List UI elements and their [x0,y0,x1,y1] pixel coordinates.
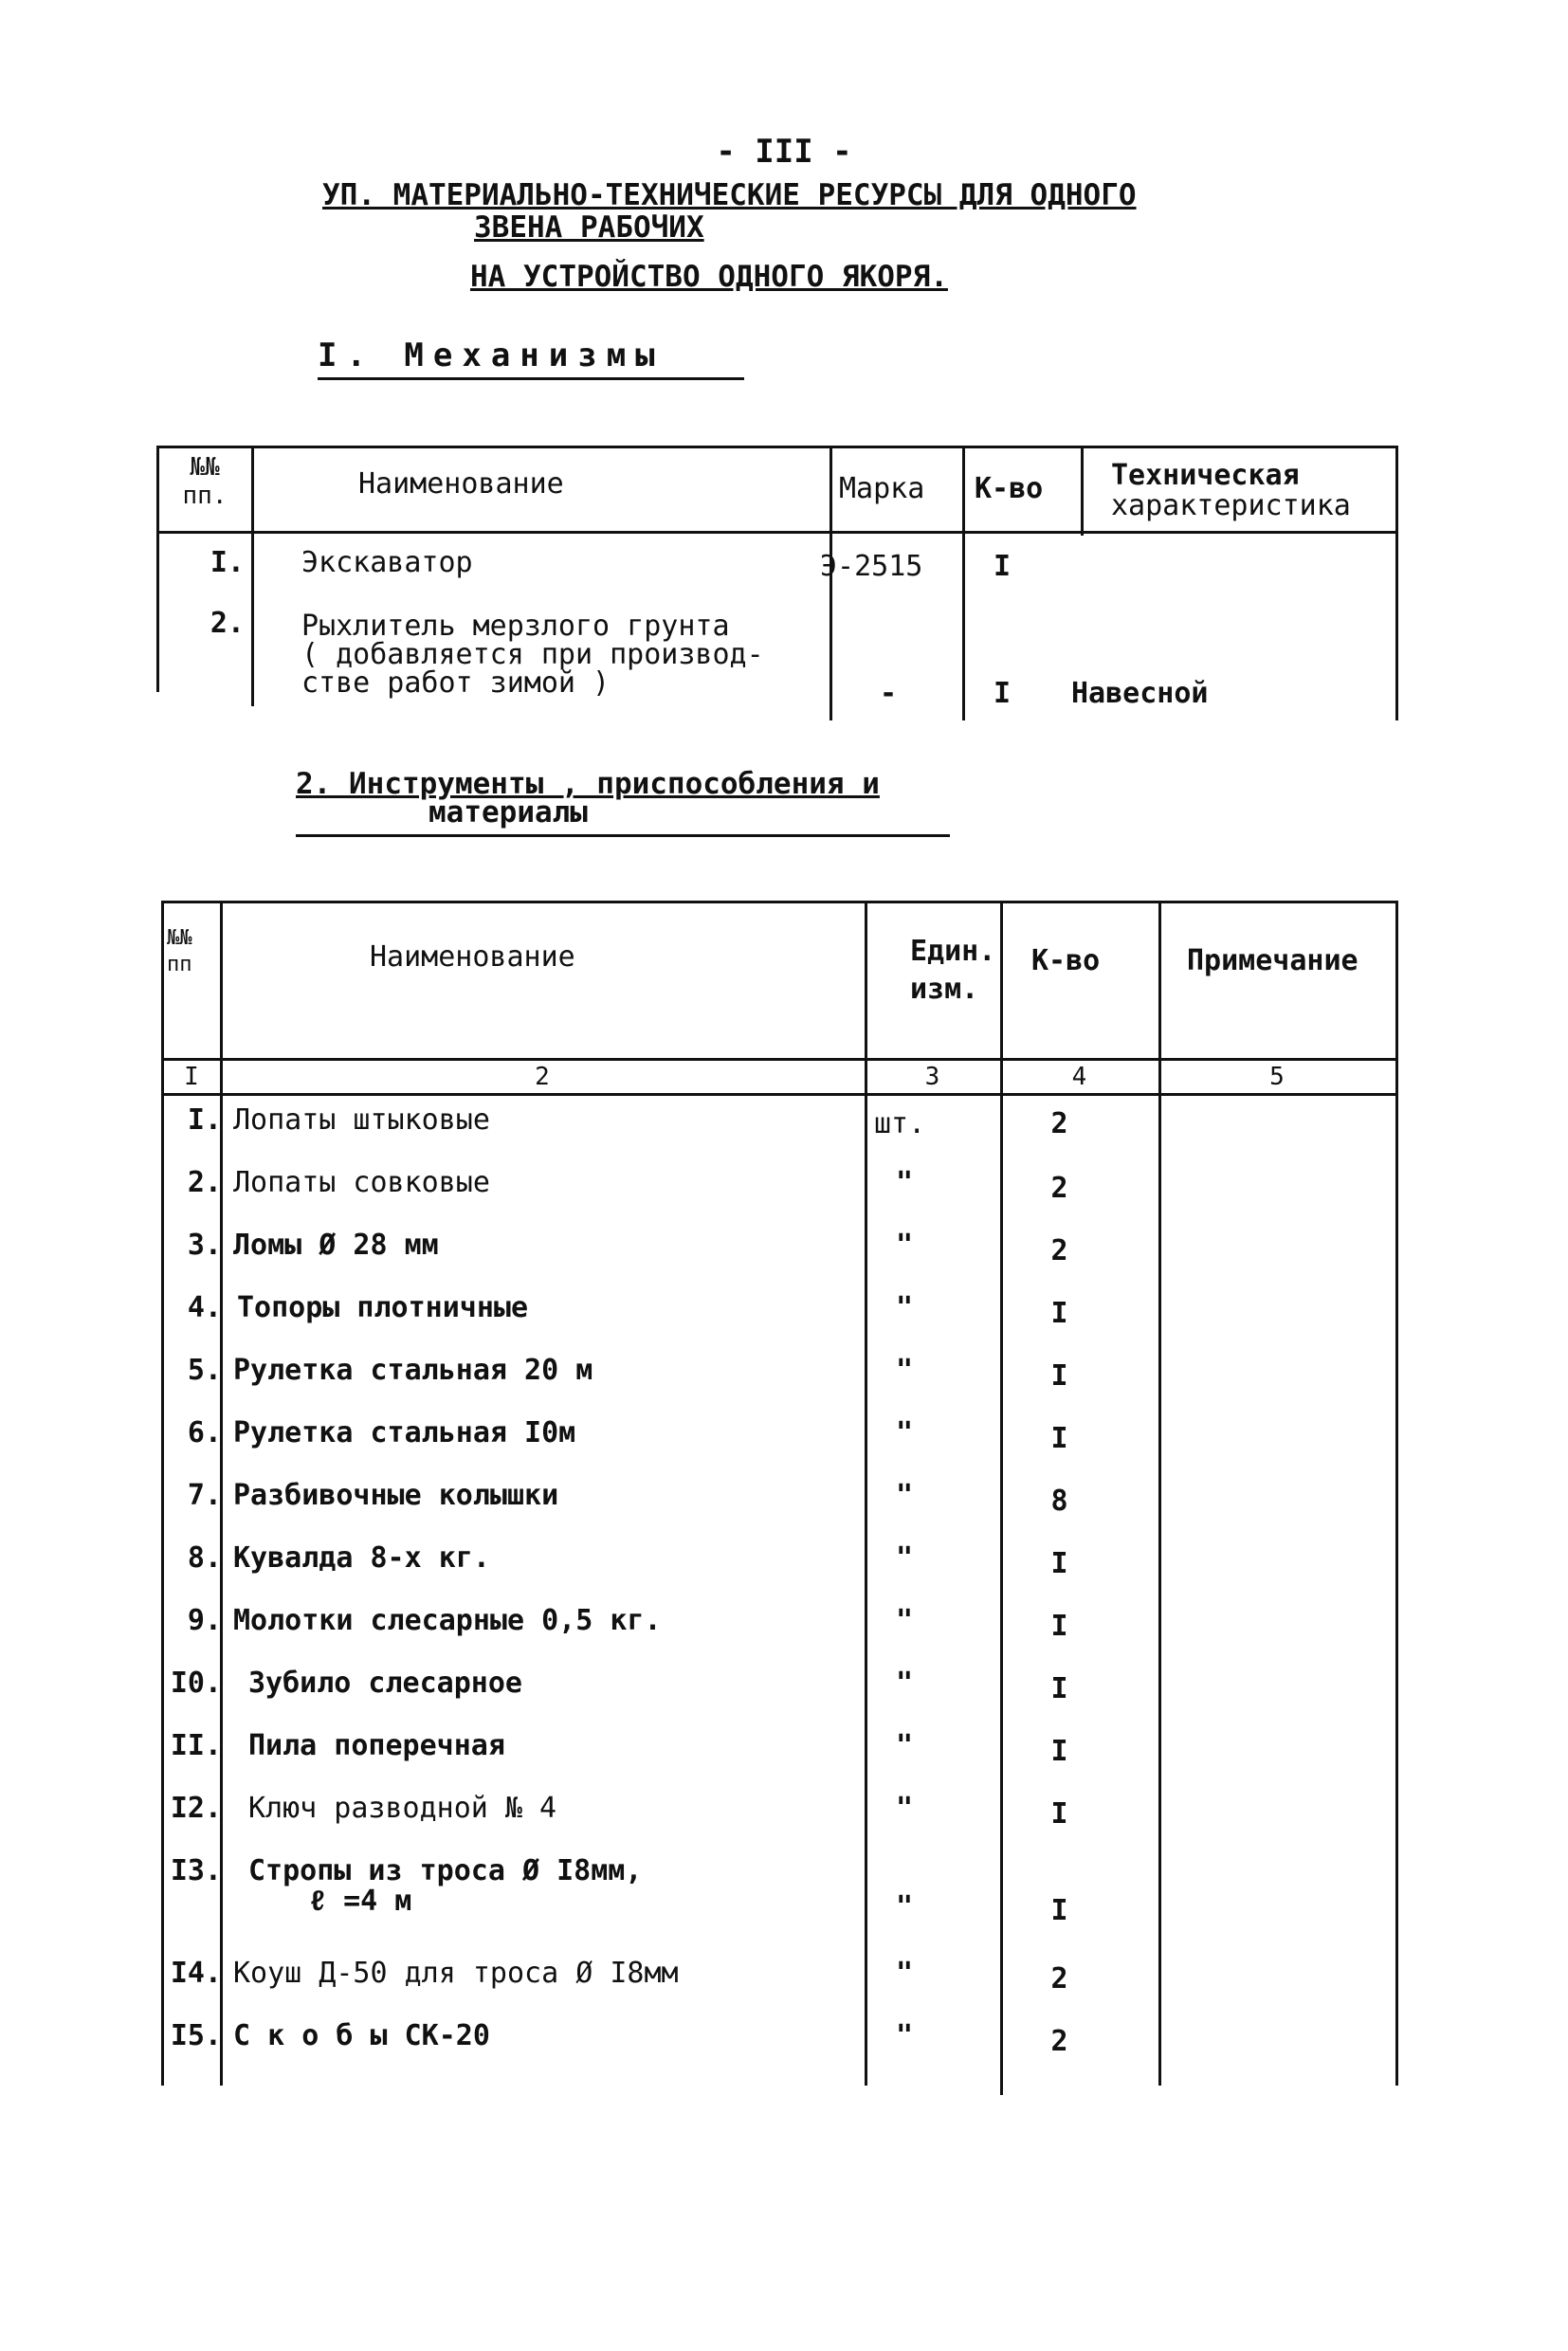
row-qty: I [1050,1672,1068,1705]
column-number: I [184,1063,199,1091]
row-qty: I [1050,1547,1068,1580]
row-qty: 2 [1050,2025,1068,2058]
row-num: I2. [170,1792,222,1825]
row-qty: I [994,677,1012,710]
header-num-line-2: пп. [182,482,228,510]
column-divider [1081,446,1084,536]
header-note: Примечание [1187,944,1358,977]
row-unit: " [896,1354,914,1387]
row-unit: " [896,1229,914,1262]
row-name: Лопаты штыковые [233,1103,490,1137]
row-num: I. [187,1103,222,1137]
column-divider [830,446,832,720]
header-tech [1111,461,1351,521]
row-unit: " [896,1667,914,1700]
row-unit: шт. [874,1107,926,1140]
row-mark: Э-2515 [820,550,923,583]
row-name: Ключ разводной № 4 [248,1792,557,1825]
row-qty: 2 [1050,1107,1068,1140]
section-2-heading [296,767,880,829]
header-name: Наименование [358,467,564,501]
row-name: Топоры плотничные [237,1291,529,1324]
section-2-heading-line-2: материалы [428,795,588,829]
section-2-underline [296,834,950,837]
row-unit: " [896,2019,914,2052]
header-name: Наименование [370,940,575,974]
row-tech: Навесной [1071,677,1209,710]
row-num: II. [170,1729,222,1762]
row-num: I5. [170,2019,222,2052]
section-1-underline [318,377,744,380]
column-numbers-divider [161,1093,1398,1096]
header-qty: К-во [975,472,1044,505]
column-number: 3 [924,1063,940,1091]
row-num: I3. [170,1854,222,1887]
row-num: 4. [187,1291,222,1324]
row-unit: " [896,1541,914,1575]
header-num [167,925,218,978]
table-header-divider [156,531,1398,534]
row-unit: " [896,1890,914,1923]
row-unit: " [896,1416,914,1449]
row-unit: " [896,1479,914,1512]
row-num: 8. [187,1541,222,1575]
table-border-right [1395,446,1398,720]
row-name: С к о б ы СК-20 [233,2019,490,2052]
column-number: 4 [1071,1063,1087,1091]
column-divider [251,446,254,706]
row-num: 2. [210,607,245,640]
section-2-heading-line-1: 2. Инструменты , приспособления и [296,767,880,801]
header-unit-line-2: изм. [910,973,979,1006]
header-tech-line-2: характеристика [1111,489,1351,522]
row-name: Стропы из троса Ø I8мм, [248,1854,643,1887]
row-qty: I [1050,1610,1068,1643]
row-name: Кувалда 8-х кг. [233,1541,490,1575]
row-qty: 2 [1050,1234,1068,1267]
table-header-divider [161,1058,1398,1061]
row-name: Рулетка стальная 20 м [233,1354,593,1387]
row-unit: " [896,1729,914,1762]
row-name [301,612,764,698]
row-name: Экскаватор [301,546,473,579]
row-name-line-2: ( добавляется при производ- [301,638,764,671]
row-name: Ломы Ø 28 мм [233,1229,439,1262]
row-mark: - [880,677,898,710]
table-border-right [1395,901,1398,2086]
row-qty: 2 [1050,1172,1068,1205]
page-title-line-3: НА УСТРОЙСТВО ОДНОГО ЯКОРЯ. [470,260,948,294]
row-qty: I [1050,1422,1068,1455]
row-num: 2. [187,1166,222,1199]
row-num: 3. [187,1229,222,1262]
header-qty: К-во [1031,944,1101,977]
row-qty: I [994,550,1012,583]
row-qty: I [1050,1894,1068,1927]
table-border-top [161,901,1398,903]
row-name: Рулетка стальная I0м [233,1416,576,1449]
row-qty: 8 [1050,1485,1068,1518]
page-title-line-1: УП. МАТЕРИАЛЬНО-ТЕХНИЧЕСКИЕ РЕСУРСЫ ДЛЯ ОДНОГО [322,178,1137,212]
row-unit: " [896,1291,914,1324]
row-name: Молотки слесарные 0,5 кг. [233,1604,662,1637]
row-name-line-2: ℓ =4 м [309,1885,412,1918]
row-name: Лопаты совковые [233,1166,490,1199]
row-unit: " [896,1166,914,1199]
row-qty: 2 [1050,1962,1068,1996]
header-num [161,453,248,510]
table-border-left [156,446,159,692]
row-name: Пила поперечная [248,1729,505,1762]
table-border-top [156,446,1398,448]
header-num-line-1: №№ [167,926,192,950]
row-num: I. [210,546,245,579]
header-num-line-2: пп [167,953,192,976]
row-num: 7. [187,1479,222,1512]
row-qty: I [1050,1297,1068,1330]
page-title-line-2: ЗВЕНА РАБОЧИХ [474,210,704,245]
row-unit: " [896,1604,914,1637]
row-name-line-1: Рыхлитель мерзлого грунта [301,610,730,643]
row-num: 6. [187,1416,222,1449]
row-unit: " [896,1957,914,1990]
row-name: Зубило слесарное [248,1667,522,1700]
row-num: 5. [187,1354,222,1387]
header-mark: Марка [839,472,925,505]
header-tech-line-1: Техническая [1111,459,1300,492]
page-number: - III - [716,133,852,171]
row-name: Разбивочные колышки [233,1479,559,1512]
row-qty: I [1050,1797,1068,1831]
section-1-heading: I. Механизмы [318,337,665,374]
header-unit [910,933,995,1009]
row-name: Коуш Д-50 для троса Ø I8мм [233,1957,679,1990]
row-num: I4. [170,1957,222,1990]
header-unit-line-1: Един. [910,935,996,968]
column-divider [962,446,965,720]
column-number: 5 [1269,1063,1285,1091]
row-num: I0. [170,1667,222,1700]
column-number: 2 [535,1063,550,1091]
row-qty: I [1050,1359,1068,1393]
row-qty: I [1050,1735,1068,1768]
row-unit: " [896,1792,914,1825]
header-num-line-1: №№ [190,453,220,482]
row-name-line-3: стве работ зимой ) [301,666,611,700]
row-num: 9. [187,1604,222,1637]
